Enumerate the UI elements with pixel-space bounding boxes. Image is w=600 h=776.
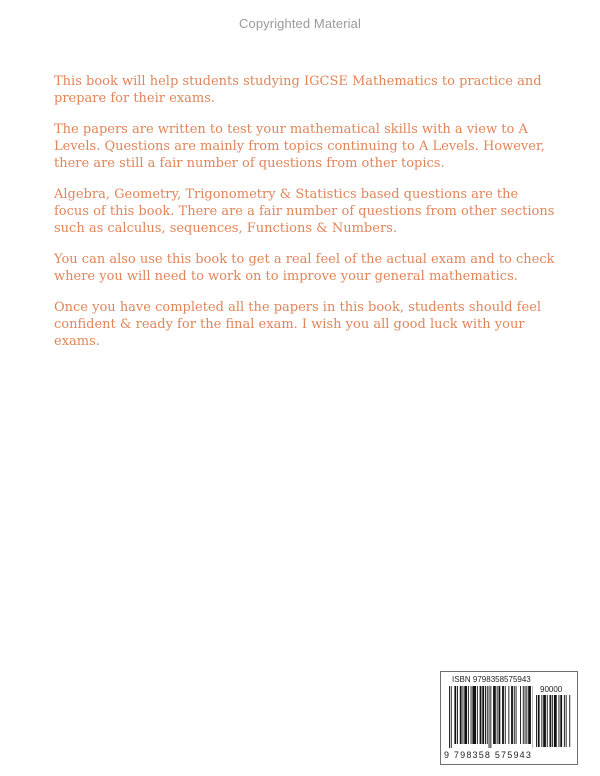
blurb-paragraph: You can also use this book to get a real feel of the actual exam and to check where you will need to work on to improve your general mathematics. xyxy=(54,252,555,284)
ean-digits: 9 798358 575943 xyxy=(444,750,533,760)
price-code: 90000 xyxy=(540,685,563,694)
copyright-watermark-top: Copyrighted Material xyxy=(239,16,361,31)
isbn-barcode xyxy=(440,671,578,765)
blurb-paragraph: Once you have completed all the papers in this book, students should feel confident & ready for the final exam. I wish you all good luck with your exams. xyxy=(54,300,542,349)
blurb-text xyxy=(54,73,556,364)
blurb-paragraph: The papers are written to test your mathematical skills with a view to A Levels. Questions are mainly from topics continuing to A Levels. However, there are still a fair number of questions from other topics. xyxy=(54,122,545,171)
blurb-paragraph: This book will help students studying IGCSE Mathematics to practice and prepare for their exams. xyxy=(54,74,542,106)
addon-barcode-bars-icon xyxy=(536,695,572,749)
blurb-paragraph: Algebra, Geometry, Trigonometry & Statistics based questions are the focus of this book. There are a fair number of questions from other sections such as calculus, sequences, Functions & Numbers. xyxy=(54,187,555,236)
isbn-label: ISBN 9798358575943 xyxy=(452,675,531,684)
barcode-bars-icon xyxy=(449,686,533,750)
